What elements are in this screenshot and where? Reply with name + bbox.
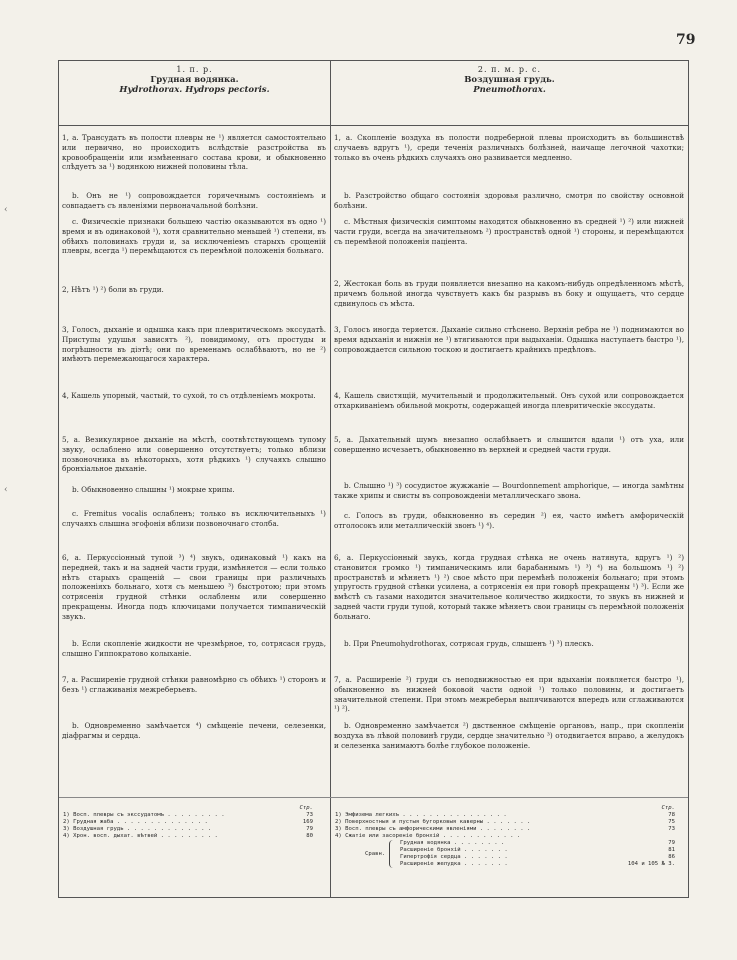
left-item-2: 2, Нѣтъ ¹) ²) боли въ груди. bbox=[62, 285, 164, 294]
header-rule bbox=[59, 125, 688, 126]
right-item-1c: c. Мѣстныя физическія симптомы находятся обыкновенно въ средней ¹) ²) или нижней части груди, всегда на значительномъ ²) пространствѣ одной ¹) стороны, и перемѣщаются съ перемѣной положенія паціента. bbox=[334, 217, 684, 246]
compare-row: Гипертрофія сердца . . . . . . . 86 bbox=[400, 854, 675, 860]
footnote-rule bbox=[59, 797, 688, 798]
page-number: 79 bbox=[676, 32, 696, 48]
footnote-row: 4) Хрон. восп. дыхат. вѣтвей . . . . . . . . . 80 bbox=[63, 833, 313, 839]
left-item-7a: 7, a. Расширеніе грудной стѣнки равномѣрно съ обѣихъ ¹) сторонъ и безъ ¹) сглаживанія межреберьевъ. bbox=[62, 675, 326, 694]
right-column-header bbox=[331, 65, 688, 95]
right-item-2: 2, Жестокая боль въ груди появляется внезапно на какомъ-нибудь опредѣленномъ мѣстѣ, причемъ больной иногда чувствуетъ какъ бы разрывъ въ боку и ощущаетъ, что сердце сдвинулось съ мѣста. bbox=[334, 279, 684, 308]
left-item-6a: 6, a. Перкуссіонный тупой ³) ⁴) звукъ, одинаковый ¹) какъ на передней, такъ и на задней части груди, измѣняется — если только нѣтъ старыхъ сращеній — свои границы при различныхъ положеніяхъ больнаго, хотя съ меньшею ³) быстротою; при этомъ сотрясенія грудной стѣнки ослаблены или совершенно прекращены. Иногда подъ ключицами получается тимпаническій звукъ. bbox=[62, 553, 326, 621]
right-item-6a: 6, a. Перкуссіонный звукъ, когда грудная стѣнка не очень натянута, вдругъ ¹) ²) становится громко ¹) тимпаническимъ или барабаннымъ ¹) ³) ⁴) на большомъ ¹) ²) пространствѣ и мѣняетъ ¹) ²) свое мѣсто при перемѣнѣ положенія больнаго; при этомъ упругость грудной стѣнки усилена, а сотрясенія ея при говорѣ прекращены ¹) ³). Если же вмѣстѣ съ газами находится значительное количество жидкости, то звукъ въ нижней и задней части груди тупой, который также мѣняетъ свои границы съ перемѣной положенія больнаго. bbox=[334, 553, 684, 621]
right-section-number: 2. п. м. р. с. bbox=[477, 65, 542, 74]
right-item-7a: 7, a. Расширеніе ²) груди съ неподвижностью ея при вдыханіи появляется быстро ¹), обыкновенно въ нижней боковой части одной ¹) только половины, и достигаетъ значительной степени. При этомъ межреберья выпячиваются впередъ или сглаживаются ¹) ²). bbox=[334, 675, 684, 714]
right-item-7b: b. Одновременно замѣчается ²) двственное смѣщеніе органовъ, напр., при скопленіи воздуха въ лѣвой половинѣ груди, сердце значительно ³) отодвигается вправо, а желудокъ и селезенка занимаютъ болѣе глубокое положеніе. bbox=[334, 721, 684, 750]
right-title-russian: Воздушная грудь. bbox=[464, 75, 555, 85]
left-item-7b: b. Одновременно замѣчается ⁴) смѣщеніе печени, селезенки, діафрагмы и сердца. bbox=[62, 721, 326, 740]
left-item-3: 3, Голосъ, дыханіе и одышка какъ при плевритическомъ экссудатѣ. Приступы удушья зависятъ ²), повидимому, отъ простуды и погрѣшности въ діэтѣ; они по временамъ ослабѣваютъ, но не ²) имѣютъ перемежающагося характера. bbox=[62, 325, 326, 364]
left-item-5a: 5, a. Везикулярное дыханіе на мѣстѣ, соотвѣтствующемъ тупому звуку, ослаблено или совершенно отсутствуетъ; только вблизи позвоночника въ нѣкоторыхъ, хотя рѣдкихъ ¹) случаяхъ слышно бронхіальное дыханіе. bbox=[62, 435, 326, 474]
compare-row: Расширеніе желудка . . . . . . . 104 и 105 № 3. bbox=[400, 861, 675, 867]
right-footnotes-page-header: Стр. bbox=[661, 805, 675, 811]
footnote-row: 3) Восп. плевры съ амфорическими явленіями . . . . . . . . 73 bbox=[335, 826, 675, 832]
compare-row: Расширеніе бронхій . . . . . . . 81 bbox=[400, 847, 675, 853]
left-item-1a: 1, a. Трансудатъ въ полости плевры не ¹) является самостоятельно или первично, но происходитъ вслѣдствіе разстройства въ кровообращеніи или измѣненнаго состава крови, и обыкновенно слѣдуетъ за ¹) водянкою нижней половины тѣла. bbox=[62, 133, 326, 172]
left-item-6b: b. Если скопленіе жидкости не чрезмѣрное, то, сотрясася грудь, слышно Гиппократово колыханіе. bbox=[62, 639, 326, 658]
compare-row: Грудная водянка . . . . . . . . 79 bbox=[400, 840, 675, 846]
compare-brace bbox=[389, 840, 396, 868]
right-title-latin: Pneumothorax. bbox=[473, 85, 546, 95]
footnote-row: 2) Грудная жаба . . . . . . . . . . . . . . 169 bbox=[63, 819, 313, 825]
left-footnotes-page-header: Стр. bbox=[299, 805, 313, 811]
left-column-header bbox=[59, 65, 330, 95]
margin-tick-icon: ‹ bbox=[4, 485, 8, 495]
right-item-4: 4, Кашель свистящій, мучительный и продолжительный. Онъ сухой или сопровождается отхаркиваніемъ обильной мокроты, содержащей иногда плевритическіе экссудаты. bbox=[334, 391, 684, 410]
right-item-5a: 5, a. Дыхательный шумъ внезапно ослабѣваетъ и слышится вдали ¹) отъ уха, или совершенно исчезаетъ, обыкновенно въ верхней и средней части груди. bbox=[334, 435, 684, 454]
footnote-row: 1) Эмфизема легкихъ . . . . . . . . . . . . . . . . 78 bbox=[335, 812, 675, 818]
footnote-row: 4) Сжатіе или засореніе бронхій . . . . . . . . . . . . bbox=[335, 833, 521, 839]
right-item-1a: 1, a. Скопленіе воздуха въ полости подреберной плевы происходитъ въ большинствѣ случаевъ вдругъ ¹), среди теченія различныхъ болѣзней, наичаще легочной чахотки; только въ очень рѣдкихъ случаяхъ оно развивается медленно. bbox=[334, 133, 684, 162]
right-item-1b: b. Разстройство общаго состоянія здоровья различно, смотря по свойству основной болѣзни. bbox=[334, 191, 684, 210]
footnote-row: 1) Восп. плевры съ экссудатомъ . . . . . . . . . 73 bbox=[63, 812, 313, 818]
left-item-5b: b. Обыкновенно слышны ¹) мокрые хрипы. bbox=[72, 485, 235, 494]
column-divider bbox=[330, 61, 331, 897]
left-title-latin: Hydrothorax. Hydrops pectoris. bbox=[119, 85, 270, 95]
compare-group bbox=[365, 840, 675, 868]
right-item-5c: c. Голосъ въ груди, обыкновенно въ середин ²) ея, часто имѣетъ амфорическій отголосокъ или металлическій звонъ ¹) ⁴). bbox=[334, 511, 684, 530]
right-item-6b: b. При Pneumohydrothorax, сотрясая грудь, слышенъ ¹) ³) плескъ. bbox=[344, 639, 594, 648]
left-section-number: 1. п. р. bbox=[176, 65, 213, 74]
right-footnotes bbox=[335, 805, 675, 868]
left-item-4: 4, Кашель упорный, частый, то сухой, то съ отдѣленіемъ мокроты. bbox=[62, 391, 316, 400]
left-item-1b: b. Онъ не ¹) сопровождается горячечнымъ состояніемъ и совпадаетъ съ явленіями первоначальной болѣзни. bbox=[62, 191, 326, 210]
footnote-row: 3) Воздушная грудь . . . . . . . . . . . . . 79 bbox=[63, 826, 313, 832]
margin-tick-icon: ‹ bbox=[4, 205, 8, 215]
left-item-1c: c. Физическіе признаки большею частію оказываются въ одно ¹) время и въ одинаковой ¹), хотя сравнительно меньшей ¹) степени, въ обѣихъ половинахъ груди и, за исключеніемъ старыхъ срощеній плевры, всегда ¹) перемѣщаются съ перемѣной положенія больнаго. bbox=[62, 217, 326, 256]
left-item-5c: c. Fremitus vocalis ослабленъ; только въ исключительныхъ ¹) случаяхъ слышна эгофонія вблизи позвоночнаго столба. bbox=[62, 509, 326, 528]
right-item-3: 3, Голосъ иногда теряется. Дыханіе сильно стѣснено. Верхнія ребра не ¹) поднимаются во время вдыханія и нижнія не ¹) втягиваются при выдыханіи. Одышка наступаетъ быстро ¹), сопровождается сильною тоскою и достигаетъ крайнихъ предѣловъ. bbox=[334, 325, 684, 354]
compare-label: Сравн. bbox=[365, 850, 386, 857]
footnote-row: 2) Поверхностныя и пустыя бугорковыя каверны . . . . . . . 75 bbox=[335, 819, 675, 825]
left-title-russian: Грудная водянка. bbox=[150, 75, 239, 85]
right-item-5b: b. Слышно ¹) ³) сосудистое жужжаніе — Bourdonnement amphorique, — иногда замѣтны также хрипы и свисты въ сопровожденіи металлическаго звона. bbox=[334, 481, 684, 500]
left-footnotes bbox=[63, 805, 313, 840]
comparison-table bbox=[58, 60, 689, 898]
